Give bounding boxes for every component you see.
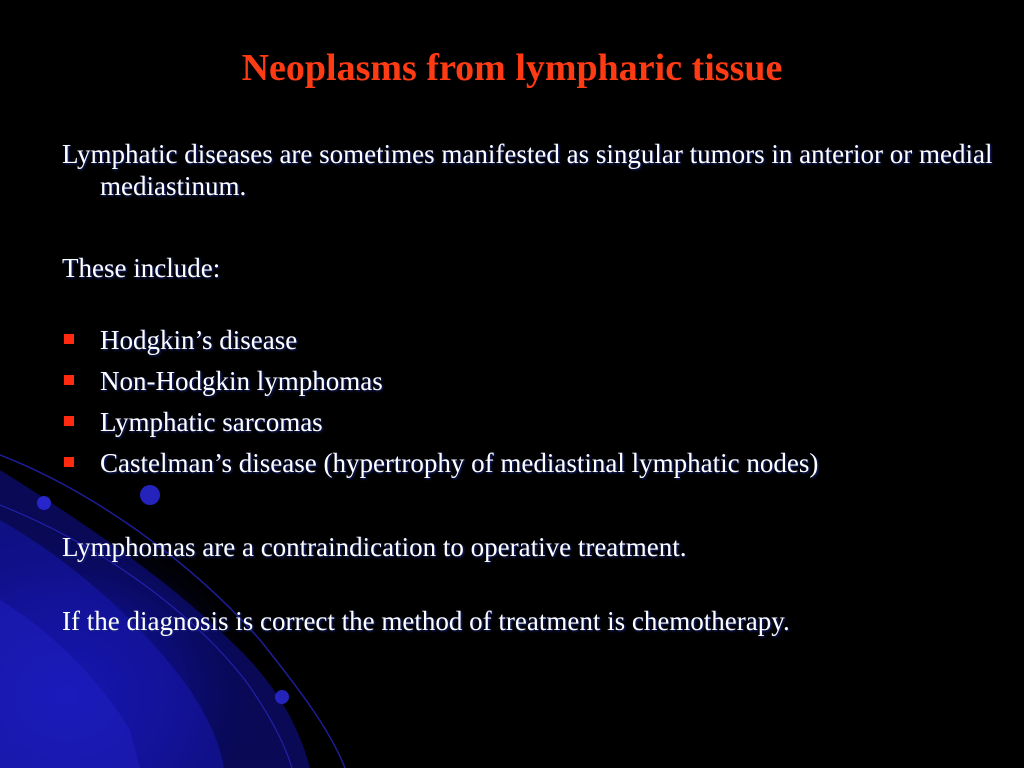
list-item xyxy=(62,406,1012,447)
disease-list xyxy=(62,324,1012,488)
square-bullet-icon xyxy=(64,334,74,344)
list-item-label: Lymphatic sarcomas xyxy=(100,407,323,437)
note-paragraph: Lymphomas are a contraindication to operative treatment. xyxy=(62,532,687,562)
square-bullet-icon xyxy=(64,375,74,385)
lead-in-text: These include: xyxy=(62,253,221,283)
slide-title: Neoplasms from lympharic tissue xyxy=(241,47,783,89)
square-bullet-icon xyxy=(64,457,74,467)
conclusion-paragraph: If the diagnosis is correct the method of treatment is chemotherapy. xyxy=(62,606,790,636)
decor-dot xyxy=(140,485,160,505)
list-item xyxy=(62,447,1012,488)
list-item-label: Non-Hodgkin lymphomas xyxy=(100,366,383,396)
list-item xyxy=(62,324,1012,365)
decor-dot xyxy=(275,690,289,704)
list-item-label: Castelman’s disease (hypertrophy of mediastinal lymphatic nodes) xyxy=(100,448,819,478)
square-bullet-icon xyxy=(64,416,74,426)
list-item-label: Hodgkin’s disease xyxy=(100,325,298,355)
intro-paragraph: Lymphatic diseases are sometimes manifested as singular tumors in anterior or medial mediastinum. xyxy=(62,139,993,201)
list-item xyxy=(62,365,1012,406)
decor-dot xyxy=(37,496,51,510)
